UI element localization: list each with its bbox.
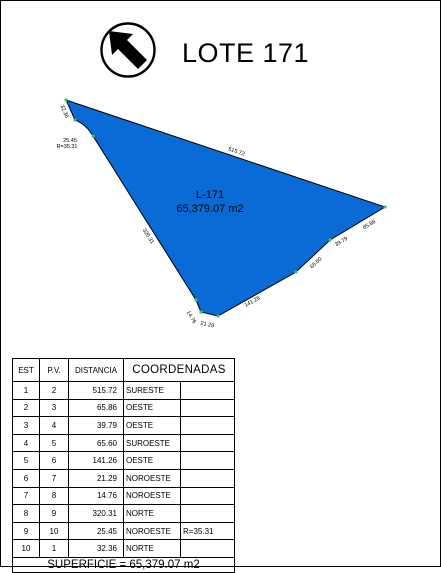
coordinates-table xyxy=(12,358,235,573)
table-row xyxy=(13,469,235,487)
cell-extra xyxy=(181,505,235,523)
cell-rumbo: NOROESTE xyxy=(124,469,181,487)
cell-distancia: 39.79 xyxy=(69,417,124,435)
cell-extra xyxy=(181,399,235,417)
cell-distancia: 25.45 xyxy=(69,522,124,540)
edge-label-4: 65.60 xyxy=(309,256,324,271)
cell-pv: 8 xyxy=(40,487,69,505)
cell-est: 1 xyxy=(13,382,40,400)
edge-label-6: 21.29 xyxy=(199,320,215,330)
cell-rumbo: NORTE xyxy=(124,505,181,523)
cell-rumbo: SUROESTE xyxy=(124,434,181,452)
lot-label: L-171 xyxy=(195,189,225,201)
cell-pv: 7 xyxy=(40,469,69,487)
table-row xyxy=(13,505,235,523)
cell-pv: 3 xyxy=(40,399,69,417)
cell-est: 9 xyxy=(13,522,40,540)
cell-distancia: 515.72 xyxy=(69,382,124,400)
page-title: LOTE 171 xyxy=(182,38,310,68)
cell-rumbo: NOROESTE xyxy=(124,487,181,505)
cell-pv: 6 xyxy=(40,452,69,470)
cell-distancia: 21.29 xyxy=(69,469,124,487)
table-footer-row xyxy=(13,557,235,572)
edge-label-5: 141.26 xyxy=(243,295,262,309)
cell-extra: R=35.31 xyxy=(181,522,235,540)
cell-distancia: 65.86 xyxy=(69,399,124,417)
header-coordenadas: COORDENADAS xyxy=(124,359,235,382)
cell-rumbo: OESTE xyxy=(124,417,181,435)
cell-extra xyxy=(181,382,235,400)
surface-total: SUPERFICIE = 65,379.07 m2 xyxy=(13,557,235,572)
cell-distancia: 65.60 xyxy=(69,434,124,452)
edge-label-2: 65.86 xyxy=(362,219,377,232)
cell-distancia: 320.31 xyxy=(69,505,124,523)
cell-est: 7 xyxy=(13,487,40,505)
cell-est: 5 xyxy=(13,452,40,470)
cell-pv: 10 xyxy=(40,522,69,540)
cell-pv: 2 xyxy=(40,382,69,400)
edge-label-1: 515.72 xyxy=(227,146,246,158)
edge-label-10: 32.36 xyxy=(58,104,70,120)
edge-label-7: 14.76 xyxy=(184,310,197,325)
table-row xyxy=(13,434,235,452)
cell-extra xyxy=(181,487,235,505)
table-header-row xyxy=(13,359,235,382)
cell-est: 4 xyxy=(13,434,40,452)
cell-est: 6 xyxy=(13,469,40,487)
table-row xyxy=(13,540,235,558)
cell-rumbo: OESTE xyxy=(124,399,181,417)
cell-pv: 9 xyxy=(40,505,69,523)
cell-extra xyxy=(181,434,235,452)
cell-pv: 1 xyxy=(40,540,69,558)
edge-label-3: 39.79 xyxy=(334,236,349,249)
header-distancia: DISTANCIA xyxy=(69,359,124,382)
table-row xyxy=(13,382,235,400)
edge-label-9-distance: 25.45 xyxy=(63,138,77,144)
cell-distancia: 32.36 xyxy=(69,540,124,558)
cell-extra xyxy=(181,469,235,487)
cell-est: 3 xyxy=(13,417,40,435)
cell-est: 2 xyxy=(13,399,40,417)
cell-extra xyxy=(181,540,235,558)
cell-extra xyxy=(181,452,235,470)
header-est: EST xyxy=(13,359,40,382)
cell-extra xyxy=(181,417,235,435)
table-row xyxy=(13,399,235,417)
table-row xyxy=(13,522,235,540)
cell-rumbo: SURESTE xyxy=(124,382,181,400)
cell-pv: 5 xyxy=(40,434,69,452)
table-row xyxy=(13,417,235,435)
cell-rumbo: NORTE xyxy=(124,540,181,558)
cell-pv: 4 xyxy=(40,417,69,435)
header-pv: P.V. xyxy=(40,359,69,382)
cell-rumbo: NOROESTE xyxy=(124,522,181,540)
cell-rumbo: OESTE xyxy=(124,452,181,470)
cell-est: 10 xyxy=(13,540,40,558)
area-label: 65,379.07 m2 xyxy=(176,203,244,215)
table-body xyxy=(13,382,235,558)
edge-label-8: 320.31 xyxy=(140,227,155,246)
edge-label-9-radius: R=35.31 xyxy=(56,144,78,150)
cell-est: 8 xyxy=(13,505,40,523)
cell-distancia: 14.76 xyxy=(69,487,124,505)
cell-distancia: 141.26 xyxy=(69,452,124,470)
table-row xyxy=(13,487,235,505)
table-row xyxy=(13,452,235,470)
